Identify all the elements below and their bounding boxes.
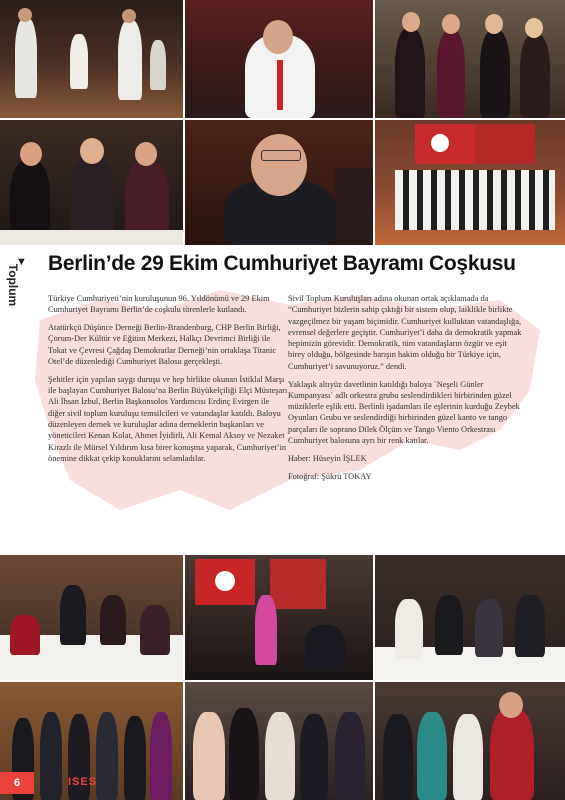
paragraph: Atatürkçü Düşünce Derneği Berlin-Brandenburg, CHP Berlin Birliği, Çorum-Der Kültür ve Eğitim Merkezi, Halkçı Devrimci Birliği ile Tokat ve Çevresi Çağdaş Demokratlar Derneği’nin ortaklaşa Titanic Otel’de düzenlediği Cumhuriyet Balosu gerçekleşti.: [48, 323, 281, 366]
paragraph: Sivil Toplum Kuruluşları adına okunan ortak açıklamada da “Cumhuriyet bizlerin sahip çıktığı bir sistem olup, laiklikle birlikte vazgeçilmez bir yaşam biçimidir. Cumhuriyet kulluktan vatandaşlığa, evrensel değerlere geçiştir. Cumhuriyet’i daha da demokratik yapmak hepimizin görevidir. Demokratik, tüm vatandaşların özgür ve eşit birey olduğu, bölgesinde barışın hakim olduğu bir Türkiye için, Cumhuriyet’i savunuyoruz.” dendi.: [288, 294, 522, 371]
photo-ladies-group: [375, 682, 565, 800]
page-number: 6: [0, 772, 34, 794]
paragraph: Türkiye Cumhuriyeti’nin kuruluşunun 96. Yıldönümü ve 29 Ekim Cumhuriyet Bayramı Berlin’de coşkulu törenlerle kutlandı.: [48, 294, 270, 315]
section-tag: [6, 256, 32, 316]
photo-dancing-couples: [0, 0, 183, 118]
paragraph: Yaklaşık altıyüz davetlinin katıldığı baloya `Neşeli Günler Kumpanyası` adlı orkestra grubu seslendirdikleri birbirinden güzel müziklerle eşlik etti. Berlinli işadamları ile eşlerinin kurduğu Zeybek Oyunları Grubu ve seslendirdiği birbirinden güzel kanto ve tango parçaları ile soprano Dilek Ölçüm ve Tango Viento Orkestrası Cumhuriyet balosuna ayrı bir renk katılar.: [288, 379, 520, 446]
photo-women-table: [0, 120, 183, 245]
article-column-left: [48, 293, 288, 471]
photo-man-dancing: [185, 0, 373, 118]
byline-photo: Fotoğraf: Şükrü TOKAY: [288, 471, 372, 481]
paragraph: Şehitler için yapılan saygı duruşu ve hep birlikte okunan İstiklal Marşı ile başlayan Cumhuriyet Balosu’na Berlin Büyükelçiliği Elçi Müsteşarı Ali İhsan İzbul, Berlin Başkonsolos Yardımcısı Erdinç Evirgen ile diğer sivil toplum kuruluşu temsilcileri ve vatandaşlar katıldı. Baloyu düzenleyen dernek ve kuruluşlar adına derneklerin başkanları ve yöneticileri Kenan Kolat, Ahmet İyidirli, Ali Kemal Aksoy ve Nezaket Kirazlı ile Mürsel Yıldırım kısa birer konuşma yaparak, Cumhuriyet’in önemine dikkat çekip konuklarını selamladılar.: [48, 374, 288, 463]
photo-banquet-table: [0, 555, 183, 680]
section-label: Toplum: [6, 263, 21, 307]
photo-women-group: [375, 0, 565, 118]
photo-group-with-flag: [375, 120, 565, 245]
page-title: Berlin’de 29 Ekim Cumhuriyet Bayramı Coşkusu: [48, 252, 516, 275]
article-column-right: [288, 293, 524, 488]
photo-guests-table: [375, 555, 565, 680]
photo-speaker: [185, 120, 373, 245]
magazine-logo: ISES: [68, 776, 98, 788]
chevron-down-icon: ▼: [16, 256, 27, 268]
byline-news: Haber: Hüseyin İŞLEK: [288, 453, 367, 463]
photo-stage-singer: [185, 555, 373, 680]
photo-women-standing: [185, 682, 373, 800]
